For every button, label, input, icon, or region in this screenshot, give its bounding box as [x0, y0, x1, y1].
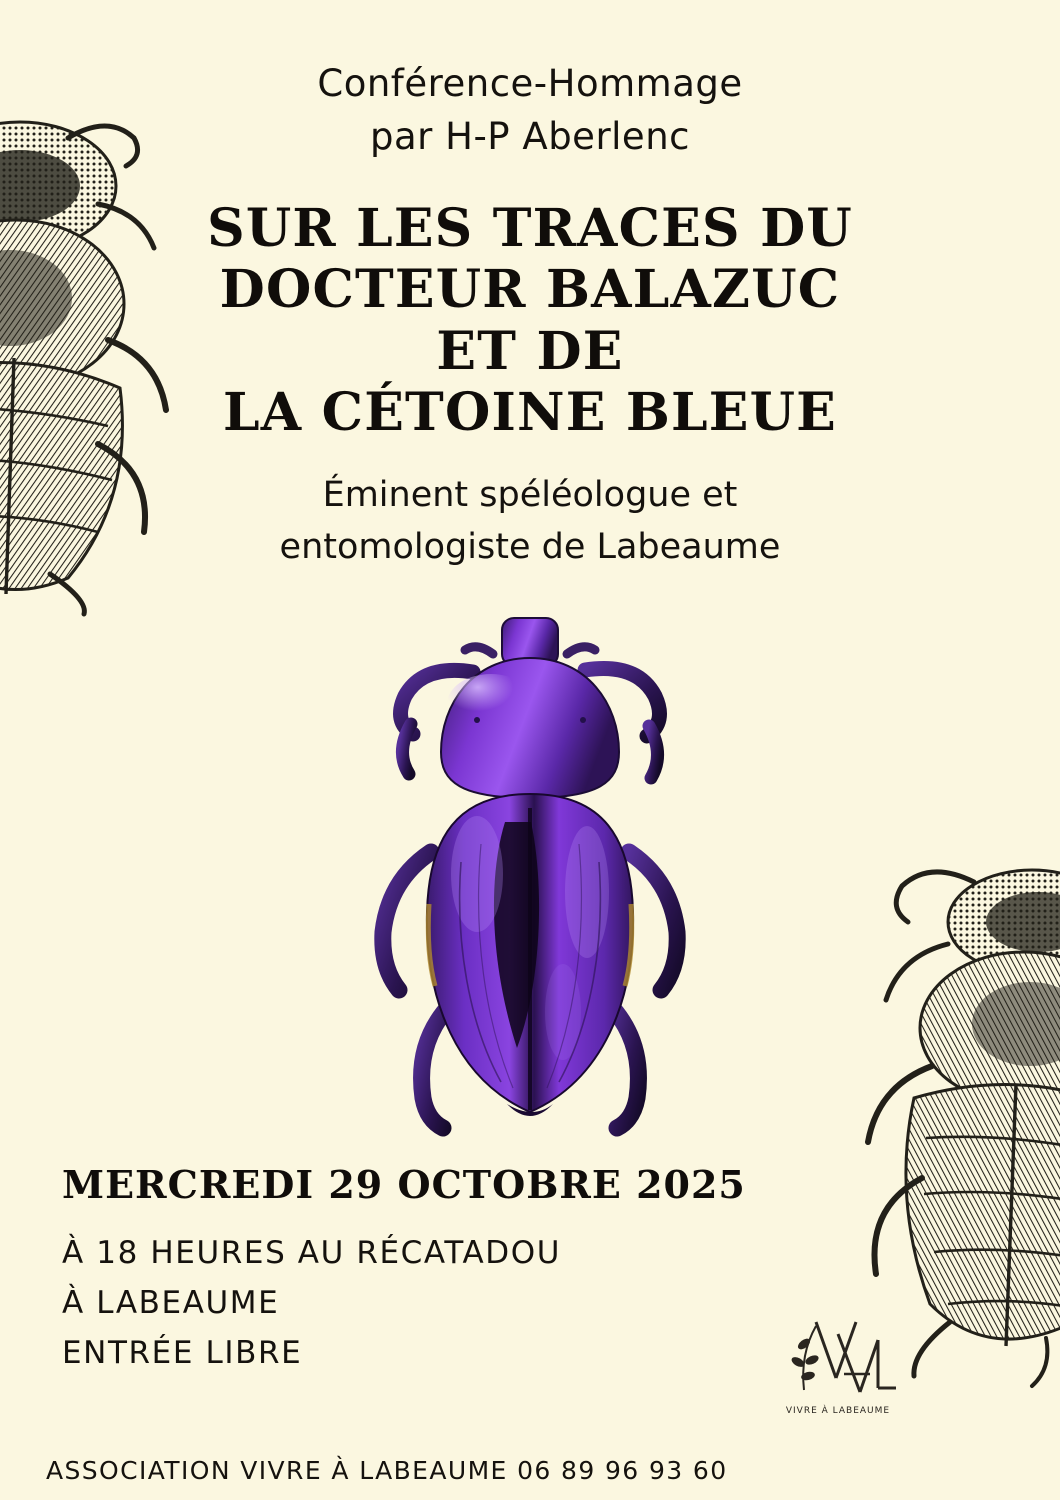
poster-description — [0, 470, 1060, 574]
blue-beetle-photo — [365, 612, 695, 1142]
title-line-3: ET DE — [436, 320, 624, 382]
header-line-2: par H-P Aberlenc — [370, 114, 690, 158]
venue-line-3: ENTRÉE LIBRE — [62, 1335, 303, 1372]
title-line-4: LA CÉTOINE BLEUE — [223, 382, 837, 444]
venue-line-2: À LABEAUME — [62, 1285, 280, 1322]
header-line-1: Conférence-Hommage — [317, 62, 743, 105]
association-logo — [774, 1304, 902, 1422]
poster-title — [0, 198, 1060, 443]
description-line-2: entomologiste de Labeaume — [279, 526, 781, 567]
event-venue — [62, 1228, 561, 1379]
footer-contact: ASSOCIATION VIVRE À LABEAUME 06 89 96 93 60 — [46, 1456, 728, 1485]
title-line-2: DOCTEUR BALAZUC — [219, 259, 841, 321]
association-logo-caption: VIVRE À LABEAUME — [785, 1406, 891, 1416]
event-date: MERCREDI 29 OCTOBRE 2025 — [62, 1162, 746, 1207]
title-line-1: SUR LES TRACES DU — [207, 198, 853, 259]
description-line-1: Éminent spéléologue et — [322, 475, 738, 515]
poster-header — [0, 58, 1060, 163]
venue-line-1: À 18 HEURES AU RÉCATADOU — [62, 1235, 562, 1271]
